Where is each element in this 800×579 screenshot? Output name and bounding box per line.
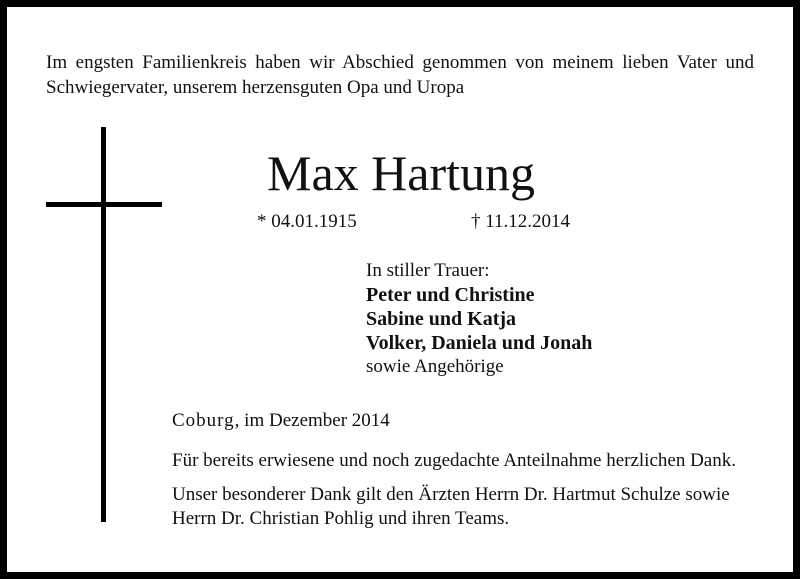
obituary-notice [7,7,793,572]
mourners-others: sowie Angehörige [366,356,504,377]
place-month: , im Dezember 2014 [234,410,390,431]
mourners-heading: In stiller Trauer: [366,260,490,281]
cross-icon [101,127,106,522]
cross-icon-bar [46,202,162,207]
mourner-name: Sabine und Katja [366,308,517,330]
thanks-doctors-text: Unser besonderer Dank gilt den Ärzten Herrn Dr. Hartmut Schulze sowie Herrn Dr. Christian Pohlig und ihren Teams. [172,484,730,529]
place-date [172,409,390,433]
mourners-block [366,259,592,379]
mourner-name: Volker, Daniela und Jonah [366,332,593,354]
mourner-name: Peter und Christine [366,284,535,306]
death-date: † 11.12.2014 [471,211,571,232]
birth-date: * 04.01.1915 [257,211,357,232]
intro-text: Im engsten Familienkreis haben wir Abschied genommen von meinem lieben Vater und Schwiegervater, unserem herzensguten Opa und Uropa [46,52,754,98]
deceased-name: Max Hartung [267,145,535,201]
place-city: Coburg [172,410,235,431]
thanks-text: Für bereits erwiesene und noch zugedachte Anteilnahme herzlichen Dank. [172,450,736,471]
